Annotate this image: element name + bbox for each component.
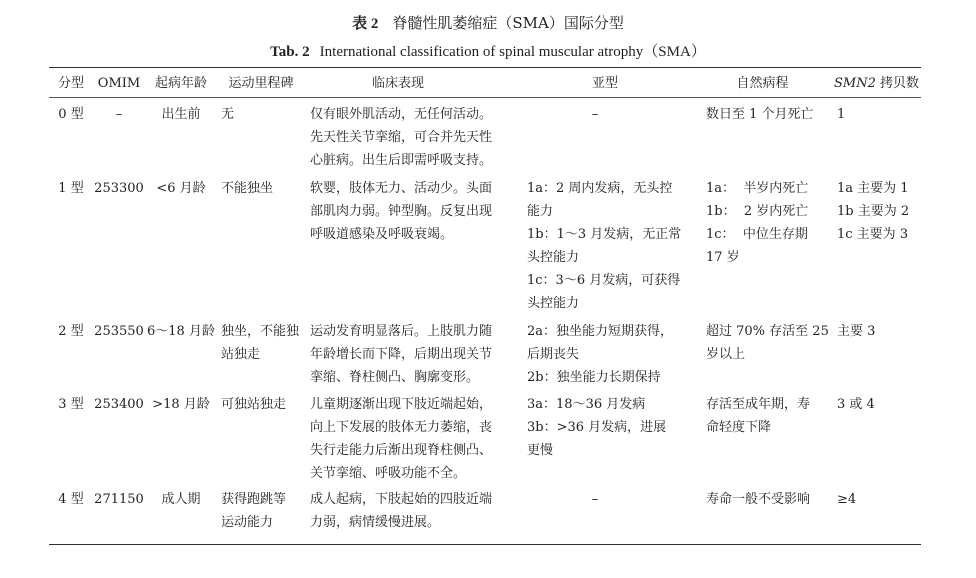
row2-natural-0: 超过 70% 存活至 25 bbox=[706, 324, 829, 339]
row1-onset: <6 月龄 bbox=[156, 181, 206, 196]
row2-clinical-0: 运动发育明显落后。上肢肌力随 bbox=[310, 324, 493, 339]
row0-smn2-0: 1 bbox=[837, 107, 846, 122]
row0-omim: – bbox=[115, 107, 123, 122]
row3-milestone-0: 可独站独走 bbox=[221, 397, 287, 412]
row4-clinical-1: 力弱，病情缓慢进展。 bbox=[310, 515, 441, 530]
table-title-en bbox=[0, 40, 976, 61]
row2-milestone-1: 站独走 bbox=[221, 347, 261, 362]
row2-omim: 253550 bbox=[94, 324, 144, 339]
table-bottom-rule bbox=[49, 544, 921, 545]
row1-natural-3: 17 岁 bbox=[706, 250, 740, 265]
smn2-copies-label: 拷贝数 bbox=[875, 76, 920, 91]
row2-type: 2 型 bbox=[58, 324, 84, 339]
table-number-en: Tab. 2 bbox=[270, 44, 310, 60]
row1-subtype-1: 能力 bbox=[527, 204, 554, 219]
row0-onset: 出生前 bbox=[161, 107, 201, 122]
row3-subtype-0: 3a：18～36 月发病 bbox=[527, 397, 646, 412]
row0-subtype-0: – bbox=[591, 107, 599, 122]
row3-clinical-3: 关节挛缩、呼吸功能不全。 bbox=[310, 466, 467, 481]
row1-smn2-1: 1b 主要为 2 bbox=[837, 204, 910, 219]
row3-subtype-2: 更慢 bbox=[527, 443, 554, 458]
row4-type: 4 型 bbox=[58, 492, 84, 507]
row2-subtype-1: 后期丧失 bbox=[527, 347, 580, 362]
row4-subtype-0: – bbox=[591, 492, 599, 507]
row2-smn2-0: 主要 3 bbox=[837, 324, 876, 339]
row3-clinical-0: 儿童期逐渐出现下肢近端起始， bbox=[310, 397, 493, 412]
row3-clinical-1: 向上下发展的肢体无力萎缩，丧 bbox=[310, 420, 493, 435]
row2-natural-1: 岁以上 bbox=[706, 347, 746, 362]
row1-clinical-1: 部肌肉力弱。钟型胸。反复出现 bbox=[310, 204, 493, 219]
row1-smn2-0: 1a 主要为 1 bbox=[837, 181, 909, 196]
row3-clinical-2: 失行走能力后渐出现脊柱侧凸、 bbox=[310, 443, 493, 458]
row1-type: 1 型 bbox=[58, 181, 84, 196]
row2-clinical-2: 挛缩、脊柱侧凸、胸廓变形。 bbox=[310, 370, 480, 385]
row3-natural-0: 存活至成年期，寿 bbox=[706, 397, 811, 412]
row4-milestone-1: 运动能力 bbox=[221, 515, 274, 530]
row1-natural-1: 1b： 2 岁内死亡 bbox=[706, 204, 809, 219]
row4-omim: 271150 bbox=[94, 492, 144, 507]
row1-subtype-3: 头控能力 bbox=[527, 250, 580, 265]
row3-smn2-0: 3 或 4 bbox=[837, 397, 875, 412]
header-type: 分型 bbox=[57, 76, 84, 91]
row0-milestone-0: 无 bbox=[221, 107, 235, 122]
row1-natural-2: 1c： 中位生存期 bbox=[706, 227, 808, 242]
row1-subtype-4: 1c：3～6 月发病，可获得 bbox=[527, 273, 681, 288]
row0-natural-0: 数日至 1 个月死亡 bbox=[706, 107, 814, 122]
row2-onset: 6～18 月龄 bbox=[147, 324, 215, 339]
table-caption-cn: 脊髓性肌萎缩症（SMA）国际分型 bbox=[392, 14, 624, 32]
row1-subtype-5: 头控能力 bbox=[527, 296, 580, 311]
row0-clinical-2: 心脏病。出生后即需呼吸支持。 bbox=[310, 153, 493, 168]
row1-milestone-0: 不能独坐 bbox=[221, 181, 274, 196]
row4-clinical-0: 成人起病，下肢起始的四肢近端 bbox=[310, 492, 493, 507]
row4-natural-0: 寿命一般不受影响 bbox=[706, 492, 811, 507]
table-caption-en: International classification of spinal muscular atrophy（SMA） bbox=[319, 44, 706, 60]
row4-smn2-0: ≥4 bbox=[837, 492, 857, 507]
row2-subtype-0: 2a：独坐能力短期获得， bbox=[527, 324, 674, 339]
table-top-rule bbox=[49, 67, 921, 68]
row2-milestone-0: 独坐，不能独 bbox=[221, 324, 300, 339]
header-natural-course: 自然病程 bbox=[736, 76, 789, 91]
row1-subtype-0: 1a：2 周内发病，无头控 bbox=[527, 181, 673, 196]
row1-subtype-2: 1b：1～3 月发病，无正常 bbox=[527, 227, 682, 242]
header-smn2-copies bbox=[834, 72, 920, 95]
row3-natural-1: 命轻度下降 bbox=[706, 420, 772, 435]
row3-onset: >18 月龄 bbox=[152, 397, 210, 412]
table-number-cn: 表 2 bbox=[352, 16, 379, 32]
row3-subtype-1: 3b：>36 月发病，进展 bbox=[527, 420, 667, 435]
row1-clinical-2: 呼吸道感染及呼吸衰竭。 bbox=[310, 227, 454, 242]
row0-clinical-0: 仅有眼外肌活动，无任何活动。 bbox=[310, 107, 493, 122]
row1-natural-0: 1a： 半岁内死亡 bbox=[706, 181, 809, 196]
row4-onset: 成人期 bbox=[161, 492, 201, 507]
row0-clinical-1: 先天性关节挛缩，可合并先天性 bbox=[310, 130, 493, 145]
row3-omim: 253400 bbox=[94, 397, 144, 412]
table-title-cn bbox=[0, 12, 976, 33]
row1-smn2-2: 1c 主要为 3 bbox=[837, 227, 909, 242]
header-onset: 起病年龄 bbox=[154, 76, 207, 91]
row2-clinical-1: 年龄增长而下降，后期出现关节 bbox=[310, 347, 493, 362]
row3-type: 3 型 bbox=[58, 397, 84, 412]
row1-clinical-0: 软婴，肢体无力、活动少。头面 bbox=[310, 181, 493, 196]
row0-type: 0 型 bbox=[58, 107, 84, 122]
table-header-rule bbox=[49, 97, 921, 98]
row1-omim: 253300 bbox=[94, 181, 144, 196]
smn2-gene-label: SMN2 bbox=[834, 76, 876, 91]
row2-subtype-2: 2b：独坐能力长期保持 bbox=[527, 370, 661, 385]
row4-milestone-0: 获得跑跳等 bbox=[221, 492, 287, 507]
header-omim: OMIM bbox=[97, 76, 141, 91]
header-milestone: 运动里程碑 bbox=[228, 76, 294, 91]
header-subtype: 亚型 bbox=[591, 76, 618, 91]
header-clinical: 临床表现 bbox=[371, 76, 424, 91]
